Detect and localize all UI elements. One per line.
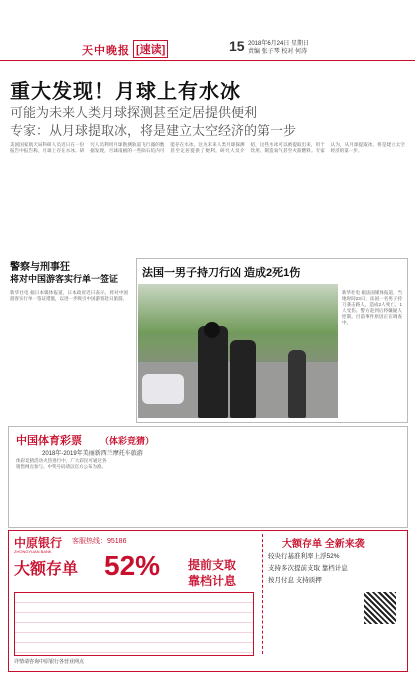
- main-headline: 重大发现！月球上有水冰: [10, 81, 241, 103]
- page-number: 15: [229, 38, 245, 54]
- lottery-tag: （体彩竞猜）: [100, 436, 155, 446]
- ad-right-item-1: 较央行基准利率上浮52%: [268, 553, 340, 560]
- date-line: 2018年6月24日 星期日 责编 张子琴 校对 何涛: [248, 41, 310, 55]
- ad-right-title: 大额存单 全新来袭: [282, 539, 365, 550]
- section-label: [速读]: [133, 40, 168, 58]
- lottery-title: 中国体育彩票: [16, 435, 82, 447]
- masthead: [0, 0, 415, 58]
- article-body: 美国国家航天局科研人员近日在一份报告中报告称，月球上存在水冰。研究人员利用月球勘测轨道飞行器的数据发现，月球南极的一些陨石坑内可能存在水冰，这为未来人类月球探测甚至定居提供了便利。研究人员介绍，这些水冰可以被提取出来，用于饮用、制造氧气甚至火箭燃料。专家认为，从月球提取冰，将是建立太空经济的第一步。: [10, 142, 405, 153]
- lottery-body: 体彩竞猜活动火热进行中，广大彩民可通过各销售网点参与。中奖号码请以官方公布为准。: [16, 458, 107, 469]
- lottery-subtitle: 2018年-2019年美丽新西兰摩托车旅游: [42, 451, 143, 457]
- story2-subhead: 将对中国游客实行单一签证: [10, 274, 119, 284]
- ad-slogan-left: 大额存单: [14, 561, 79, 578]
- ad-right-item-3: 按月付息 支持质押: [268, 577, 322, 584]
- main-subhead-2: 专家：从月球提取冰，将是建立太空经济的第一步: [10, 123, 297, 138]
- ad-promo-1: 提前支取: [188, 558, 237, 572]
- photo-story-body: 新华社电 据法国媒体报道，当地时间23日，法国一名男子持刀袭击路人，造成2人死亡、1人受伤。警方赶到后将嫌疑人控制。目前事件原因正在调查中。: [342, 290, 402, 325]
- bank-name: 中原银行: [14, 536, 63, 550]
- newspaper-logo: 天中晚报: [82, 44, 130, 57]
- masthead-rule: [0, 60, 415, 61]
- news-photo: [138, 284, 338, 418]
- ad-promo-2: 靠档计息: [188, 574, 237, 588]
- ad-right-item-2: 支持多次提前支取 靠档计息: [268, 565, 348, 572]
- photo-story-headline: 法国一男子持刀行凶 造成2死1伤: [142, 267, 301, 279]
- bank-phone: 客服热线：95186: [72, 538, 127, 545]
- story2-headline: 警察与刑事狂: [10, 262, 70, 273]
- rate-table: [14, 592, 254, 656]
- story2-body: 新华社电 据日本媒体报道，日本政府近日表示，将对中国游客实行单一签证措施，以进一步吸引中国游客赴日旅游。: [10, 290, 128, 301]
- bank-name-en: ZHONGYUAN BANK: [14, 549, 52, 554]
- ad-footer: 详情请咨询中原银行各营业网点: [14, 659, 85, 665]
- main-subhead-1: 可能为未来人类月球探测甚至定居提供便利: [10, 105, 258, 120]
- qr-code-icon: [364, 592, 396, 624]
- ad-rate: 52%: [104, 550, 161, 581]
